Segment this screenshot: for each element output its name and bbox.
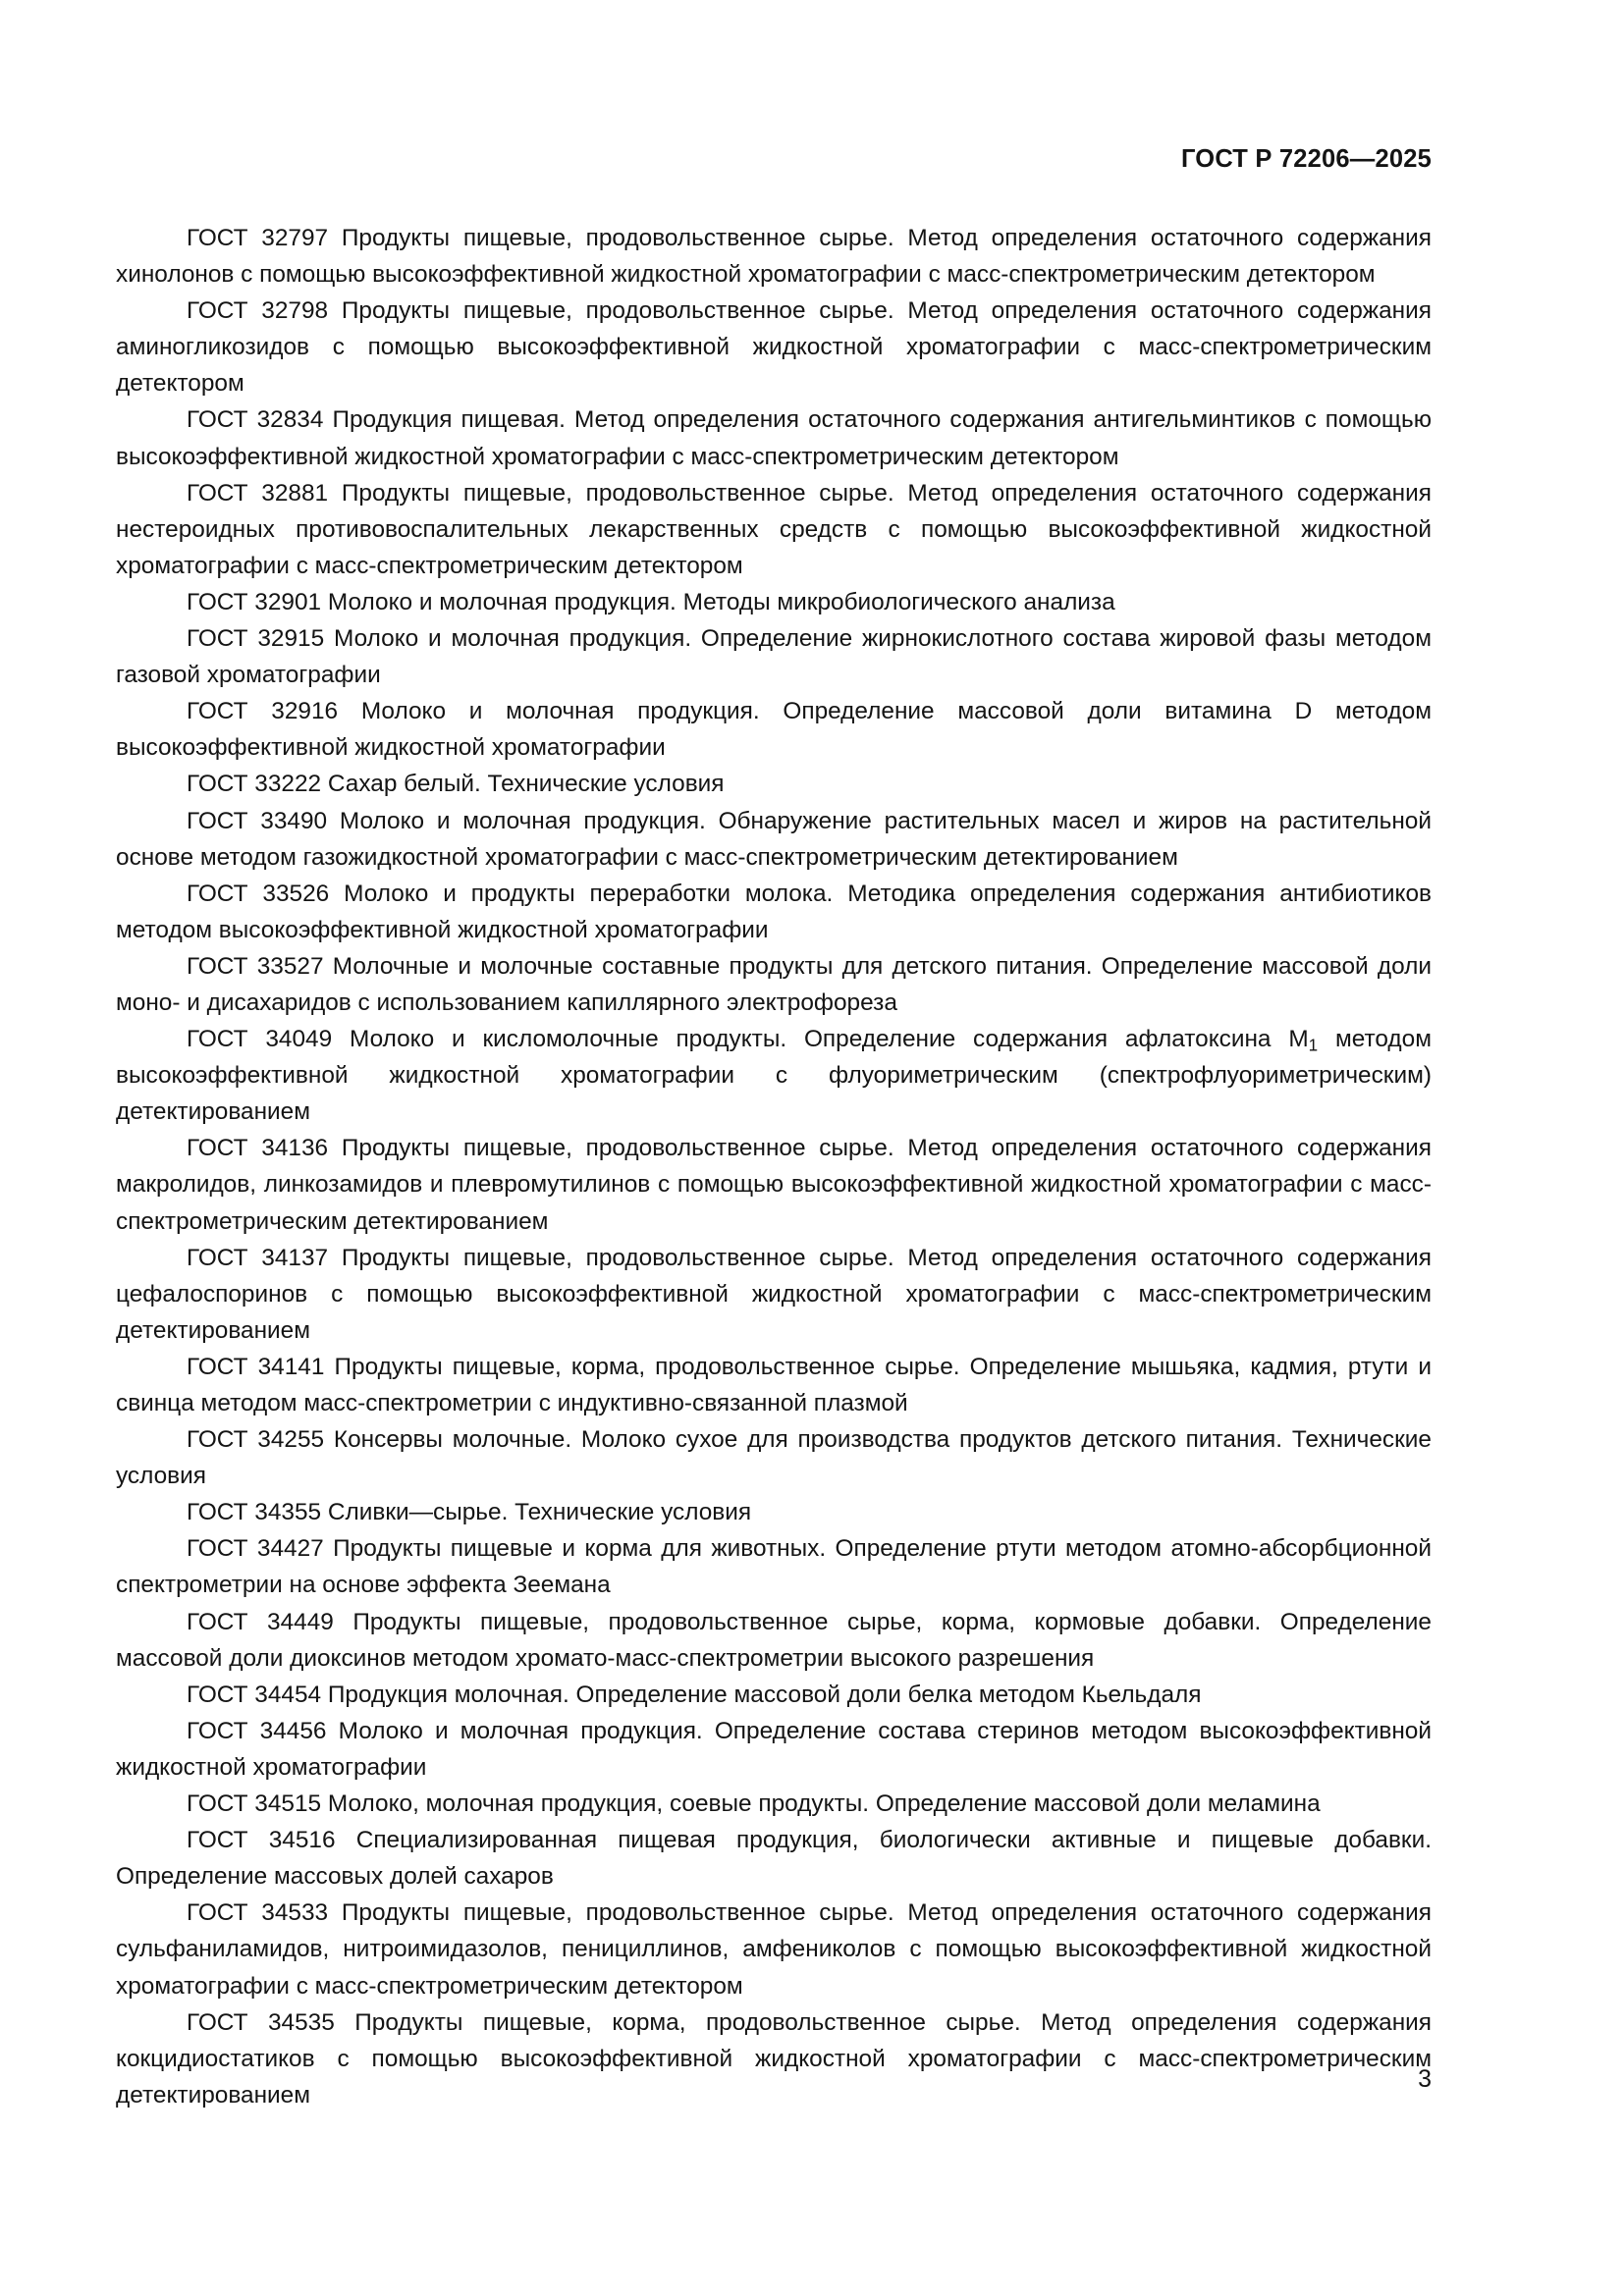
reference-item: ГОСТ 34355 Сливки—сырье. Технические условия [187, 1499, 752, 1526]
reference-item: ГОСТ 32797 Продукты пищевые, продовольственное сырье. Метод определения остаточного содержания хинолонов с помощью высокоэффективной жидкостной хроматографии с масс-спектрометрическим детектором [116, 225, 1432, 289]
reference-item: ГОСТ 33527 Молочные и молочные составные продукты для детского питания. Определение массовой доли моно- и дисахаридов с использованием капиллярного электрофореза [116, 952, 1432, 1016]
subscript-index: 1 [1308, 1036, 1319, 1055]
reference-item: ГОСТ 33490 Молоко и молочная продукция. Обнаружение растительных масел и жиров на растительной основе методом газожидкостной хроматографии с масс-спектрометрическим детектированием [116, 807, 1432, 871]
reference-item: ГОСТ 34533 Продукты пищевые, продовольственное сырье. Метод определения остаточного содержания сульфаниламидов, нитроимидазолов, пенициллинов, амфениколов с помощью высокоэффективной жидкостной хроматографии с масс-спектрометрическим детектором [116, 1899, 1432, 2000]
reference-item: ГОСТ 34456 Молоко и молочная продукция. Определение состава стеринов методом высокоэффективной жидкостной хроматографии [116, 1717, 1432, 1781]
running-head: ГОСТ Р 72206—2025 [1180, 145, 1432, 173]
reference-item: ГОСТ 33222 Сахар белый. Технические условия [187, 771, 725, 798]
reference-item: ГОСТ 34136 Продукты пищевые, продовольственное сырье. Метод определения остаточного содержания макролидов, линкозамидов и плевромутилинов с помощью высокоэффективной жидкостной хроматографии с масс-спектрометрическим детектированием [116, 1135, 1432, 1235]
reference-list [116, 220, 1432, 2113]
reference-item: ГОСТ 34255 Консервы молочные. Молоко сухое для производства продуктов детского питания. Технические условия [116, 1426, 1432, 1490]
reference-item: ГОСТ 34141 Продукты пищевые, корма, продовольственное сырье. Определение мышьяка, кадмия, ртути и свинца методом масс-спектрометрии с индуктивно-связанной плазмой [116, 1353, 1432, 1416]
reference-item: ГОСТ 32798 Продукты пищевые, продовольственное сырье. Метод определения остаточного содержания аминогликозидов с помощью высокоэффективной жидкостной хроматографии с масс-спектрометрическим детектором [116, 297, 1432, 398]
reference-item: ГОСТ 34454 Продукция молочная. Определение массовой доли белка методом Кьельдаля [187, 1681, 1202, 1708]
reference-item: ГОСТ 34427 Продукты пищевые и корма для животных. Определение ртути методом атомно-абсорбционной спектрометрии на основе эффекта Зеемана [116, 1535, 1432, 1599]
reference-item [116, 1021, 1432, 1130]
reference-item: ГОСТ 34449 Продукты пищевые, продовольственное сырье, корма, кормовые добавки. Определение массовой доли диоксинов методом хромато-масс-спектрометрии высокого разрешения [116, 1608, 1432, 1672]
reference-item: ГОСТ 32915 Молоко и молочная продукция. Определение жирнокислотного состава жировой фазы методом газовой хроматографии [116, 625, 1432, 689]
reference-item: ГОСТ 33526 Молоко и продукты переработки молока. Методика определения содержания антибиотиков методом высокоэффективной жидкостной хроматографии [116, 880, 1432, 943]
reference-item: ГОСТ 32916 Молоко и молочная продукция. Определение массовой доли витамина D методом высокоэффективной жидкостной хроматографии [116, 698, 1432, 762]
reference-item: ГОСТ 34515 Молоко, молочная продукция, соевые продукты. Определение массовой доли меламина [187, 1790, 1321, 1818]
reference-text: ГОСТ 34049 Молоко и кисломолочные продукты. Определение содержания афлатоксина M [187, 1026, 1309, 1053]
reference-text-tail: методом высокоэффективной жидкостной хроматографии с флуориметрическим (спектрофлуориметрическим) детектированием [116, 1026, 1432, 1126]
reference-item: ГОСТ 32834 Продукция пищевая. Метод определения остаточного содержания антигельминтиков с помощью высокоэффективной жидкостной хроматографии с масс-спектрометрическим детектором [116, 406, 1432, 470]
reference-item: ГОСТ 34535 Продукты пищевые, корма, продовольственное сырье. Метод определения содержания кокцидиостатиков с помощью высокоэффективной жидкостной хроматографии с масс-спектрометрическим детектированием [116, 2008, 1432, 2109]
reference-item: ГОСТ 34516 Специализированная пищевая продукция, биологически активные и пищевые добавки. Определение массовых долей сахаров [116, 1827, 1432, 1891]
reference-item: ГОСТ 32881 Продукты пищевые, продовольственное сырье. Метод определения остаточного содержания нестероидных противовоспалительных лекарственных средств с помощью высокоэффективной жидкостной хроматографии с масс-спектрометрическим детектором [116, 479, 1432, 579]
reference-item: ГОСТ 34137 Продукты пищевые, продовольственное сырье. Метод определения остаточного содержания цефалоспоринов с помощью высокоэффективной жидкостной хроматографии с масс-спектрометрическим детектированием [116, 1244, 1432, 1344]
reference-item: ГОСТ 32901 Молоко и молочная продукция. Методы микробиологического анализа [187, 588, 1115, 615]
page-number: 3 [1418, 2065, 1432, 2093]
